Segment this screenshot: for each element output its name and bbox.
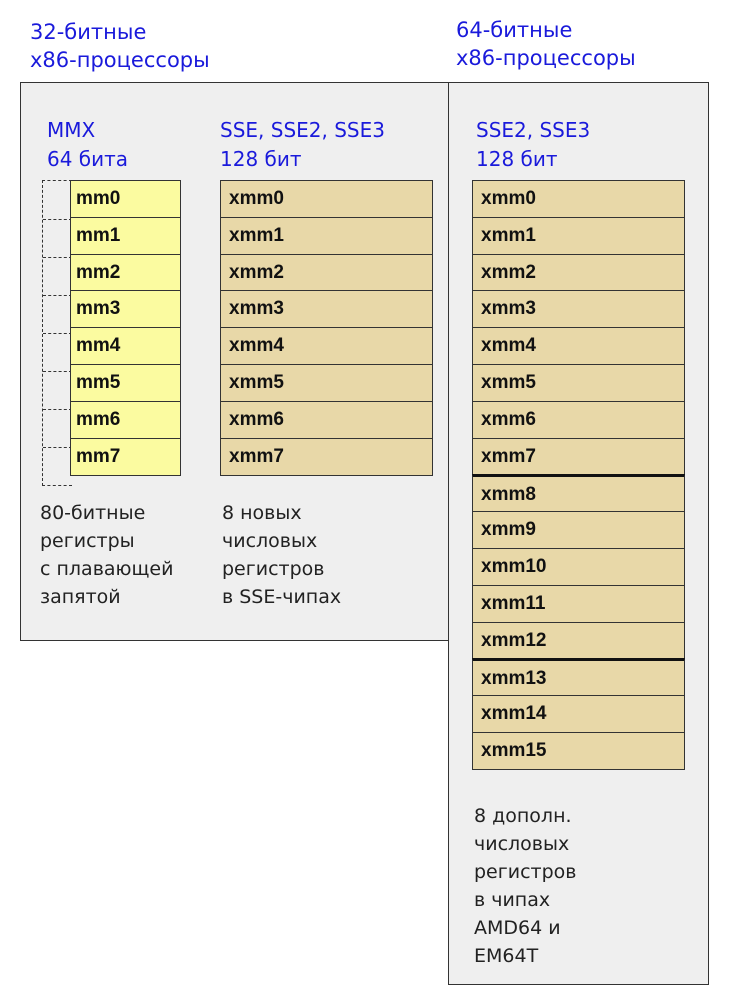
heading-64bit-processors: 64-битные x86-процессоры: [456, 18, 636, 70]
sse64-column-title: SSE2, SSE3 128 бит: [476, 118, 591, 171]
sse-register-stack: [220, 180, 433, 476]
register-xmm3: xmm3: [220, 290, 433, 328]
mmx-register-stack: [70, 180, 181, 476]
register-mm2: mm2: [70, 254, 181, 292]
register-mm1: mm1: [70, 217, 181, 255]
register-xmm5: xmm5: [220, 364, 433, 402]
register-xmm2: xmm2: [472, 254, 685, 292]
register-mm5: mm5: [70, 364, 181, 402]
register-xmm1: xmm1: [472, 217, 685, 255]
register-xmm4: xmm4: [472, 327, 685, 365]
fpu-register-stub: [42, 180, 72, 486]
register-xmm1: xmm1: [220, 217, 433, 255]
register-mm6: mm6: [70, 401, 181, 439]
register-xmm4: xmm4: [220, 327, 433, 365]
sse64-register-stack: [472, 180, 685, 770]
register-xmm6: xmm6: [220, 401, 433, 439]
register-mm7: mm7: [70, 438, 181, 476]
register-xmm9: xmm9: [472, 511, 685, 549]
register-xmm3: xmm3: [472, 290, 685, 328]
register-xmm7: xmm7: [472, 438, 685, 476]
sse-note: 8 новых числовых регистров в SSE-чипах: [222, 502, 342, 608]
register-mm4: mm4: [70, 327, 181, 365]
register-xmm13: xmm13: [472, 658, 685, 696]
register-xmm7: xmm7: [220, 438, 433, 476]
register-xmm5: xmm5: [472, 364, 685, 402]
register-xmm8: xmm8: [472, 474, 685, 512]
heading-32bit-processors: 32-битные x86-процессоры: [30, 20, 210, 72]
register-mm3: mm3: [70, 290, 181, 328]
register-xmm0: xmm0: [220, 180, 433, 218]
register-xmm6: xmm6: [472, 401, 685, 439]
register-xmm14: xmm14: [472, 695, 685, 733]
register-xmm11: xmm11: [472, 585, 685, 623]
mmx-note: 80-битные регистры с плавающей запятой: [40, 502, 174, 608]
register-mm0: mm0: [70, 180, 181, 218]
register-xmm2: xmm2: [220, 254, 433, 292]
mmx-column-title: MMX 64 бита: [47, 118, 129, 171]
register-xmm10: xmm10: [472, 548, 685, 586]
sse-column-title: SSE, SSE2, SSE3 128 бит: [220, 118, 385, 171]
register-xmm12: xmm12: [472, 622, 685, 660]
register-xmm0: xmm0: [472, 180, 685, 218]
sse64-note: 8 дополн. числовых регистров в чипах AMD64 и EM64T: [474, 805, 577, 967]
register-xmm15: xmm15: [472, 732, 685, 770]
